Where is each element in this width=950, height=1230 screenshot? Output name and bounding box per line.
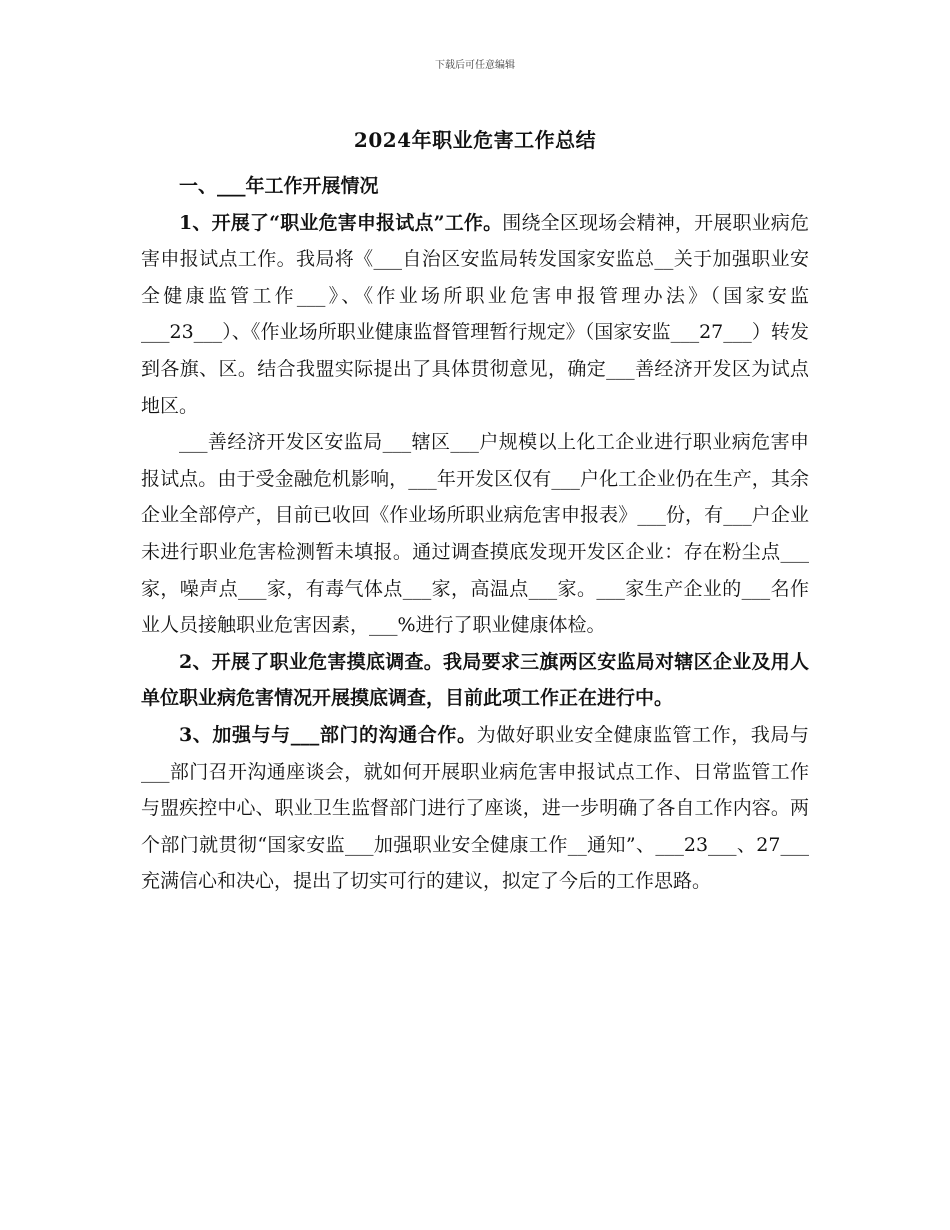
document-body	[141, 168, 809, 900]
paragraph-item-2: 2、开展了职业危害摸底调查。我局要求三旗两区安监局对辖区企业及用人单位职业病危害情况开展摸底调查，目前此项工作正在进行中。	[141, 650, 809, 710]
paragraph-2: ___善经济开发区安监局___辖区___户规模以上化工企业进行职业病危害申报试点。由于受金融危机影响，___年开发区仅有___户化工企业仍在生产，其余企业全部停产，目前已收回《作业场所职业病危害申报表》___份，有___户企业未进行职业危害检测暂未填报。通过调查摸底发现开发区企业：存在粉尘点___家，噪声点___家，有毒气体点___家，高温点___家。___家生产企业的___名作业人员接触职业危害因素，___%进行了职业健康体检。	[141, 431, 809, 637]
item-1-lead: 1、开展了“职业危害申报试点”工作。	[179, 211, 503, 234]
item-3-lead: 3、加强与与___部门的沟通合作。	[179, 723, 477, 746]
document-title: 2024年职业危害工作总结	[353, 128, 597, 152]
paragraph-item-1	[141, 205, 809, 425]
item-1-text: 围绕全区现场会精神，开展职业病危害申报试点工作。我局将《___自治区安监局转发国家安监总__关于加强职业安全健康监管工作___》、《作业场所职业危害申报管理办法》（国家安监___23___）、《作业场所职业健康监督管理暂行规定》（国家安监___27___）转发到各旗、区。结合我盟实际提出了具体贯彻意见，确定___善经济开发区为试点地区。	[141, 211, 809, 417]
paragraph-item-3	[141, 717, 809, 900]
header-note: 下载后可任意编辑	[435, 60, 515, 71]
item-3-text: 为做好职业安全健康监管工作，我局与___部门召开沟通座谈会，就如何开展职业病危害申报试点工作、日常监管工作与盟疾控中心、职业卫生监督部门进行了座谈，进一步明确了各自工作内容。两个部门就贯彻“国家安监___加强职业安全健康工作__通知”、___23___、27___充满信心和决心，提出了切实可行的建议，拟定了今后的工作思路。	[141, 723, 809, 893]
section-heading: 一、___年工作开展情况	[179, 175, 379, 197]
